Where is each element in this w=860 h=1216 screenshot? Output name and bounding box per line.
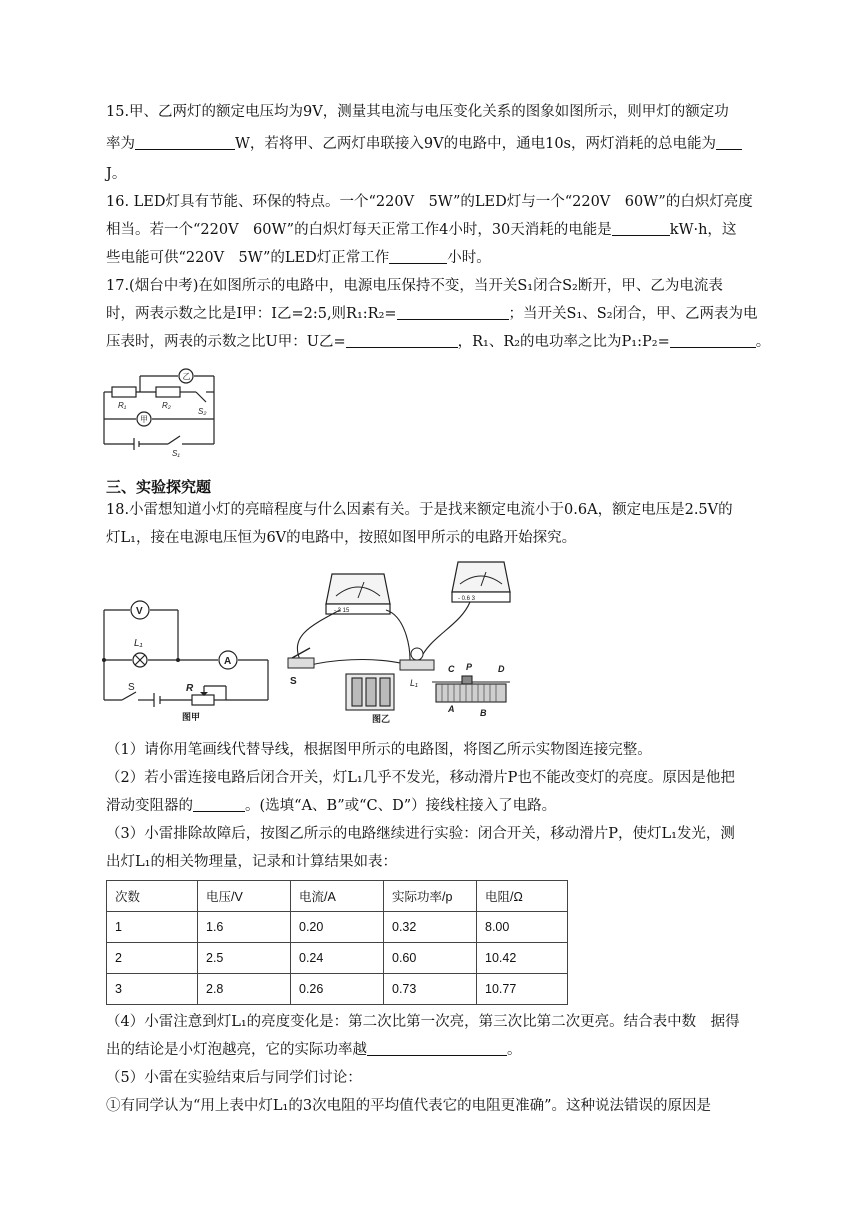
q18-part3-line1: （3）小雷排除故障后，按图乙所示的电路继续进行实验：闭合开关，移动滑片P，使灯L₁发光，测: [106, 826, 735, 842]
q18-part4-line2: 出的结论是小灯泡越亮，它的实际功率越 。: [106, 1042, 522, 1058]
figure-yi-caption: 图乙: [372, 714, 391, 724]
switch-label: S: [128, 682, 135, 693]
table-cell: 0.24: [291, 943, 384, 974]
q18-part3-line2: 出灯L₁的相关物理量，记录和计算结果如表：: [106, 854, 397, 870]
figure-yi-apparatus: [270, 556, 520, 726]
table-row: [107, 912, 568, 943]
table-cell: 0.32: [384, 912, 477, 943]
ammeter-scale: - 0.6 3: [458, 596, 476, 602]
table-cell: 10.77: [477, 974, 568, 1005]
lamp-label: L₁: [134, 638, 143, 649]
rheostat-label: R: [186, 683, 194, 694]
s1-label: S₁: [172, 449, 180, 458]
table-cell: 10.42: [477, 943, 568, 974]
meter-jia-label: 甲: [140, 415, 148, 424]
table-row: [107, 943, 568, 974]
answer-blank: [367, 1041, 507, 1056]
q16-line1: 16. LED灯具有节能、环保的特点。一个“220V 5W”的LED灯与一个“220V 60W”的白炽灯亮度: [106, 194, 753, 210]
answer-blank: [612, 221, 670, 236]
slider-p-label: P: [466, 662, 473, 672]
terminal-d-label: D: [498, 664, 505, 674]
q15-line3: J。: [106, 166, 127, 182]
q17-line3: 压表时，两表的示数之比U甲：U乙= ，R₁、R₂的电功率之比为P₁:P₂= 。: [106, 334, 771, 350]
table-row: [107, 974, 568, 1005]
table-cell: 0.26: [291, 974, 384, 1005]
r2-label: R₂: [162, 401, 171, 410]
q18-part6: ①有同学认为“用上表中灯L₁的3次电阻的平均值代表它的电阻更准确”。这种说法错误的原因是: [106, 1098, 711, 1114]
table-cell: 1.6: [198, 912, 291, 943]
q15-line2: 率为 W，若将甲、乙两灯串联接入9V的电路中，通电10s，两灯消耗的总电能为: [106, 134, 742, 154]
q18-part2-line1: （2）若小雷连接电路后闭合开关，灯L₁几乎不发光，移动滑片P也不能改变灯的亮度。原因是他把: [106, 770, 735, 786]
figure-jia-caption: 图甲: [182, 712, 201, 722]
table-cell: 3: [107, 974, 198, 1005]
table-header-cell: 电阻/Ω: [477, 881, 568, 912]
table-header-cell: 电流/A: [291, 881, 384, 912]
q16-line3: 些电能可供“220V 5W”的LED灯正常工作 小时。: [106, 250, 491, 266]
q17-line2: 时，两表示数之比是I甲：I乙=2:5,则R₁:R₂= ；当开关S₁、S₂闭合，甲、乙两表为电: [106, 306, 758, 322]
answer-blank: [135, 135, 235, 150]
results-table: [106, 880, 568, 1005]
answer-blank: [346, 333, 458, 348]
s2-label: S₂: [198, 407, 207, 416]
q18-line1: 18.小雷想知道小灯的亮暗程度与什么因素有关。于是找来额定电流小于0.6A，额定电压是2.5V的: [106, 502, 733, 518]
terminal-a-label: A: [448, 704, 455, 714]
q18-part1: （1）请你用笔画线代替导线，根据图甲所示的电路图，将图乙所示实物图连接完整。: [106, 742, 652, 758]
terminal-b-label: B: [480, 708, 487, 718]
answer-blank: [389, 249, 447, 264]
terminal-c-label: C: [448, 664, 455, 674]
q18-part2-line2: 滑动变阻器的 。(选填“A、B”或“C、D”）接线柱接入了电路。: [106, 798, 557, 814]
figure-jia-schematic: [100, 598, 270, 724]
table-cell: 0.60: [384, 943, 477, 974]
switch-label-yi: S: [290, 676, 297, 687]
section-heading: 三、实验探究题: [106, 478, 212, 496]
voltmeter-label: V: [136, 606, 143, 617]
table-header-cell: 电压/V: [198, 881, 291, 912]
q17-circuit-diagram: [98, 366, 224, 458]
answer-blank: [397, 305, 509, 320]
q18-part5: （5）小雷在实验结束后与同学们讨论：: [106, 1070, 362, 1086]
lamp-label-yi: L₁: [410, 678, 418, 688]
q17-line1: 17.(烟台中考)在如图所示的电路中，电源电压保持不变，当开关S₁闭合S₂断开，甲、乙为电流表: [106, 278, 723, 294]
answer-blank: [716, 135, 742, 150]
table-cell: 2.8: [198, 974, 291, 1005]
table-cell: 2.5: [198, 943, 291, 974]
answer-blank: [670, 333, 756, 348]
r1-label: R₁: [118, 401, 127, 410]
ammeter-label: A: [224, 656, 232, 667]
table-cell: 0.73: [384, 974, 477, 1005]
table-cell: 8.00: [477, 912, 568, 943]
table-header-cell: 实际功率/p: [384, 881, 477, 912]
voltmeter-scale: - 3 15: [334, 608, 350, 614]
q18-line2: 灯L₁，接在电源电压恒为6V的电路中，按照如图甲所示的电路开始探究。: [106, 530, 577, 546]
meter-yi-label: 乙: [182, 372, 191, 381]
answer-blank: [193, 797, 245, 812]
q15-line1: 15.甲、乙两灯的额定电压均为9V，测量其电流与电压变化关系的图象如图所示，则甲灯的额定功: [106, 104, 729, 120]
q18-part4-line1: （4）小雷注意到灯L₁的亮度变化是：第二次比第一次亮，第三次比第二次更亮。结合表中数 据得: [106, 1014, 740, 1030]
table-cell: 1: [107, 912, 198, 943]
table-header-cell: 次数: [107, 881, 198, 912]
table-cell: 0.20: [291, 912, 384, 943]
table-header-row: [107, 881, 568, 912]
table-cell: 2: [107, 943, 198, 974]
q16-line2: 相当。若一个“220V 60W”的白炽灯每天正常工作4小时，30天消耗的电能是 kW·h，这: [106, 222, 737, 238]
